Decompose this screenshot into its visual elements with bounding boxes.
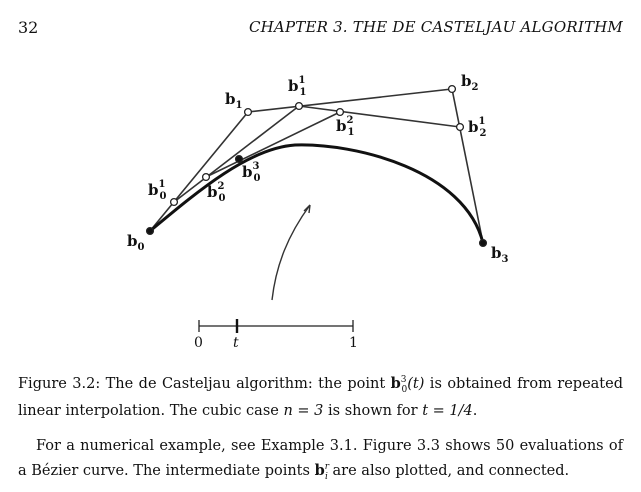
caption-prefix: Figure 3.2: The de Casteljau algorithm: the point xyxy=(18,375,391,392)
caption-point: $b^3_0$ xyxy=(390,374,408,395)
control-polygon xyxy=(150,89,483,243)
point-b03 xyxy=(236,156,243,163)
caption-middle: is obtained from repeated linear interpolation. The cubic case xyxy=(18,375,623,419)
page-number: 32 xyxy=(18,18,39,37)
page-header xyxy=(18,18,623,42)
label-b12: $b^2$ 1 xyxy=(336,115,355,138)
paragraph-text-1: For a numerical example, see Example 3.1. Figure 3.3 shows 50 evaluations of a Bézier curve. The intermediate points xyxy=(18,438,623,479)
label-b2: $b_2$ xyxy=(461,72,479,93)
label-b1: $b_1$ xyxy=(225,90,243,111)
point-b0 xyxy=(147,228,154,235)
point-b1 xyxy=(245,109,252,116)
label-b03: $b^3$ 0 xyxy=(242,161,261,184)
caption-n: n = 3 xyxy=(283,402,324,419)
bezier-curve xyxy=(150,145,483,243)
point-b01 xyxy=(171,199,178,206)
scale-label-t: t xyxy=(233,335,239,351)
level1-line-a xyxy=(174,106,299,202)
point-b3 xyxy=(480,240,487,247)
caption-point-arg: (t) xyxy=(407,375,425,392)
label-b3: $b_3$ xyxy=(491,244,509,265)
caption-shown-for: is shown for xyxy=(323,402,423,419)
label-b0: $b_0$ xyxy=(127,232,145,253)
caption-end: . xyxy=(472,402,478,419)
point-b2 xyxy=(449,86,456,93)
label-b01: $b^1$ 0 xyxy=(148,179,167,202)
scale-label-1: 1 xyxy=(349,335,358,351)
point-b21 xyxy=(457,124,464,131)
caption-t: t = 1/4 xyxy=(422,402,473,419)
label-b11: $b^1$ 1 xyxy=(288,75,307,98)
paragraph-text-2: are also plotted, and connected. xyxy=(327,462,570,479)
label-b02: $b^2$ 0 xyxy=(207,181,226,204)
body-paragraph xyxy=(18,436,623,488)
paragraph-point: $b^r_i$ xyxy=(314,461,330,482)
label-b21: $b^1$ 2 xyxy=(468,116,487,139)
direction-arrow xyxy=(272,205,310,300)
point-b12 xyxy=(337,109,344,116)
scale-label-0: 0 xyxy=(194,335,203,351)
chapter-title: CHAPTER 3. THE DE CASTELJAU ALGORITHM xyxy=(248,18,623,36)
level1-line-b xyxy=(299,106,460,127)
point-b11 xyxy=(296,103,303,110)
de-casteljau-figure xyxy=(0,60,641,360)
point-b02 xyxy=(203,174,210,181)
parameter-scale xyxy=(194,319,358,351)
figure-caption xyxy=(18,370,623,422)
